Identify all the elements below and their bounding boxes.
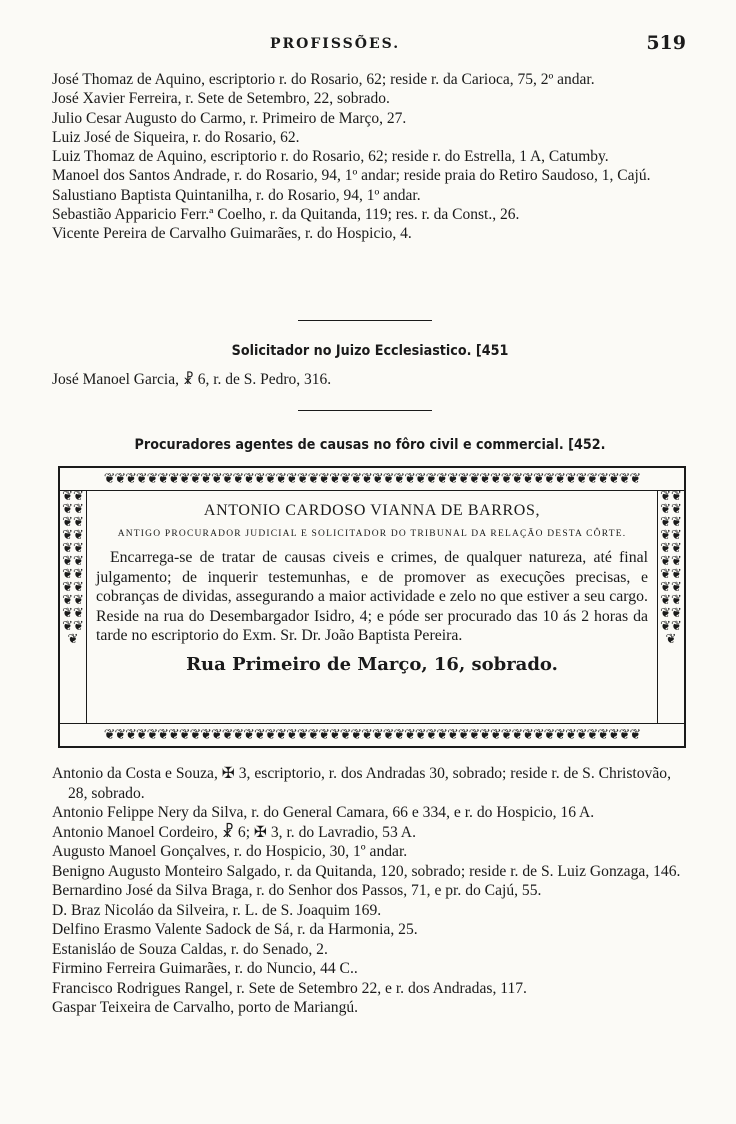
list-item: José Thomaz de Aquino, escriptorio r. do Rosario, 62; reside r. da Carioca, 75, 2º andar. — [52, 71, 595, 88]
list-item: Sebastião Apparicio Ferr.ª Coelho, r. da Quitanda, 119; res. r. da Const., 26. — [52, 206, 520, 224]
section-divider — [298, 320, 432, 321]
section-heading-procuradores: Procuradores agentes de causas no fôro civil e commercial. [452. — [134, 437, 606, 453]
list-item: Augusto Manoel Gonçalves, r. do Hospicio, 30, 1º andar. — [52, 843, 408, 860]
list-item: Salustiano Baptista Quintanilha, r. do Rosario, 94, 1º andar. — [52, 186, 421, 204]
ornamental-border-right: ❦❦❦❦❦❦❦❦❦❦❦❦❦❦❦❦❦❦❦❦❦❦❦ — [657, 490, 684, 724]
section-heading-solicitador: Solicitador no Juizo Ecclesiastico. [451 — [231, 343, 509, 359]
advertisement-box — [58, 466, 686, 748]
advertisement-body: Encarrega-se de tratar de causas civeis e crimes, de qualquer natureza, até final julgamento; de inquerir testemunhas, e de promover as execuções precisas, e cobranças de dividas, assegurando a maior actividade e zelo no que estiver a seu cargo. Reside na rua do Desembargador Isidro, 4; e póde ser procurado das 10 ás 2 horas da tarde no escriptorio do Exm. Sr. Dr. João Baptista Pereira. — [96, 549, 648, 644]
page-number: 519 — [646, 32, 686, 54]
list-item: D. Braz Nicoláo da Silveira, r. L. de S. Joaquim 169. — [52, 901, 382, 919]
list-item — [52, 370, 688, 390]
advertiser-name: ANTONIO CARDOSO VIANNA DE BARROS, — [203, 502, 541, 519]
section-divider — [298, 410, 432, 411]
ornamental-border-bottom: ❦❦❦❦❦❦❦❦❦❦❦❦❦❦❦❦❦❦❦❦❦❦❦❦❦❦❦❦❦❦❦❦❦❦❦❦❦❦❦❦❦❦❦❦❦❦❦❦❦❦ — [60, 723, 684, 746]
advertiser-title: ANTIGO PROCURADOR JUDICIAL E SOLICITADOR DO TRIBUNAL DA RELAÇÃO DESTA CÔRTE. — [117, 529, 627, 539]
order-symbol-icon: ☧ — [182, 372, 194, 388]
list-item: Francisco Rodrigues Rangel, r. Sete de Setembro 22, e r. dos Andradas, 117. — [52, 979, 527, 997]
entries-bottom — [52, 764, 688, 1018]
list-item: Luiz Thomaz de Aquino, escriptorio r. do Rosario, 62; reside r. do Estrella, 1 A, Catumby. — [52, 148, 609, 166]
running-head: PROFISSÕES. — [270, 36, 401, 52]
solicitador-entry — [52, 370, 688, 390]
entries-top — [52, 70, 688, 244]
list-item: Manoel dos Santos Andrade, r. do Rosario, 94, 1º andar; reside praia do Retiro Saudoso, 1, Cajú. — [52, 167, 651, 185]
list-item: José Xavier Ferreira, r. Sete de Setembro, 22, sobrado. — [52, 90, 390, 108]
entry-address: 6, r. de S. Pedro, 316. — [197, 371, 332, 388]
advertisement-content — [96, 502, 648, 675]
list-item: Vicente Pereira de Carvalho Guimarães, r. do Hospicio, 4. — [52, 225, 412, 243]
ornamental-border-top: ❦❦❦❦❦❦❦❦❦❦❦❦❦❦❦❦❦❦❦❦❦❦❦❦❦❦❦❦❦❦❦❦❦❦❦❦❦❦❦❦❦❦❦❦❦❦❦❦❦❦ — [60, 468, 684, 491]
list-item: Delfino Erasmo Valente Sadock de Sá, r. da Harmonia, 25. — [52, 921, 418, 938]
list-item: Luiz José de Siqueira, r. do Rosario, 62. — [52, 128, 300, 146]
list-item: Bernardino José da Silva Braga, r. do Senhor dos Passos, 71, e pr. do Cajú, 55. — [52, 882, 542, 899]
list-item: Firmino Ferreira Guimarães, r. do Nuncio, 44 C.. — [52, 960, 358, 977]
advertisement-address: Rua Primeiro de Março, 16, sobrado. — [186, 653, 558, 675]
list-item: Estanisláo de Souza Caldas, r. do Senado, 2. — [52, 940, 328, 958]
entry-name: José Manoel Garcia, — [52, 371, 179, 388]
list-item: Antonio da Costa e Souza, ✠ 3, escriptorio, r. dos Andradas 30, sobrado; reside r. de S. Christovão, 28, sobrado. — [52, 765, 671, 802]
list-item: Antonio Felippe Nery da Silva, r. do General Camara, 66 e 334, e r. do Hospicio, 16 A. — [52, 804, 595, 821]
ornamental-border-left: ❦❦❦❦❦❦❦❦❦❦❦❦❦❦❦❦❦❦❦❦❦❦❦ — [60, 490, 87, 724]
list-item: Julio Cesar Augusto do Carmo, r. Primeiro de Março, 27. — [52, 109, 407, 127]
page-header — [0, 32, 736, 58]
list-item: Antonio Manoel Cordeiro, ☧ 6; ✠ 3, r. do Lavradio, 53 A. — [52, 823, 416, 841]
list-item: Benigno Augusto Monteiro Salgado, r. da Quitanda, 120, sobrado; reside r. de S. Luiz Gonzaga, 146. — [52, 862, 681, 880]
list-item: Gaspar Teixeira de Carvalho, porto de Mariangú. — [52, 999, 359, 1016]
